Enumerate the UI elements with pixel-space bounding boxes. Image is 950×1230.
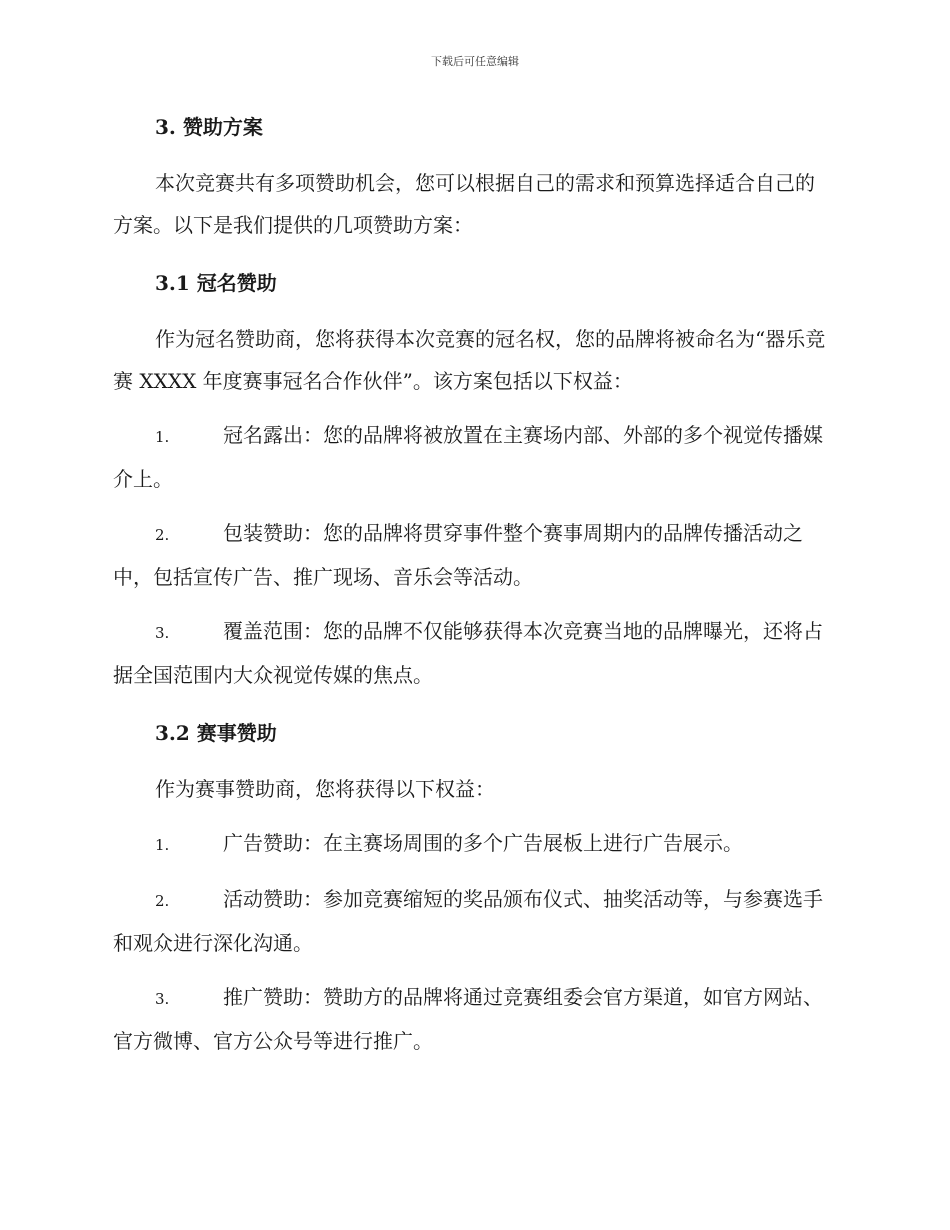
list-item xyxy=(113,512,833,598)
list-item xyxy=(113,414,833,500)
subsection-event-sponsor: 3.2 赛事赞助 xyxy=(155,721,277,745)
title-sponsor-intro: 作为冠名赞助商，您将获得本次竞赛的冠名权，您的品牌将被命名为“器乐竞赛 XXXX 年度赛事冠名合作伙伴”。该方案包括以下权益： xyxy=(113,327,826,393)
list-item-number: 1. xyxy=(155,428,170,446)
list-item-number: 3. xyxy=(155,624,170,642)
list-item xyxy=(113,878,833,964)
list-item-number: 3. xyxy=(155,990,170,1008)
section-title: 3. 赞助方案 xyxy=(155,115,263,139)
list-item-text: 覆盖范围：您的品牌不仅能够获得本次竞赛当地的品牌曝光，还将占据全国范围内大众视觉传媒的焦点。 xyxy=(113,619,823,687)
document-body xyxy=(113,112,833,1062)
list-item-text: 广告赞助：在主赛场周围的多个广告展板上进行广告展示。 xyxy=(223,831,743,855)
page-header: 下载后可任意编辑 xyxy=(431,55,519,68)
list-item-number: 1. xyxy=(155,836,170,854)
list-item xyxy=(113,976,833,1062)
list-item-text: 冠名露出：您的品牌将被放置在主赛场内部、外部的多个视觉传播媒介上。 xyxy=(113,423,823,491)
list-item-text: 活动赞助：参加竞赛缩短的奖品颁布仪式、抽奖活动等，与参赛选手和观众进行深化沟通。 xyxy=(113,887,823,955)
section-intro: 本次竞赛共有多项赞助机会，您可以根据自己的需求和预算选择适合自己的方案。以下是我们提供的几项赞助方案： xyxy=(113,171,815,237)
list-item-text: 包装赞助：您的品牌将贯穿事件整个赛事周期内的品牌传播活动之中，包括宣传广告、推广现场、音乐会等活动。 xyxy=(113,521,803,589)
event-sponsor-intro: 作为赛事赞助商，您将获得以下权益： xyxy=(155,777,495,801)
list-item-number: 2. xyxy=(155,892,170,910)
list-item xyxy=(113,822,833,866)
list-item-number: 2. xyxy=(155,526,170,544)
list-item-text: 推广赞助：赞助方的品牌将通过竞赛组委会官方渠道，如官方网站、官方微博、官方公众号等进行推广。 xyxy=(113,985,823,1053)
subsection-title-sponsor: 3.1 冠名赞助 xyxy=(155,271,277,295)
list-item xyxy=(113,610,833,696)
